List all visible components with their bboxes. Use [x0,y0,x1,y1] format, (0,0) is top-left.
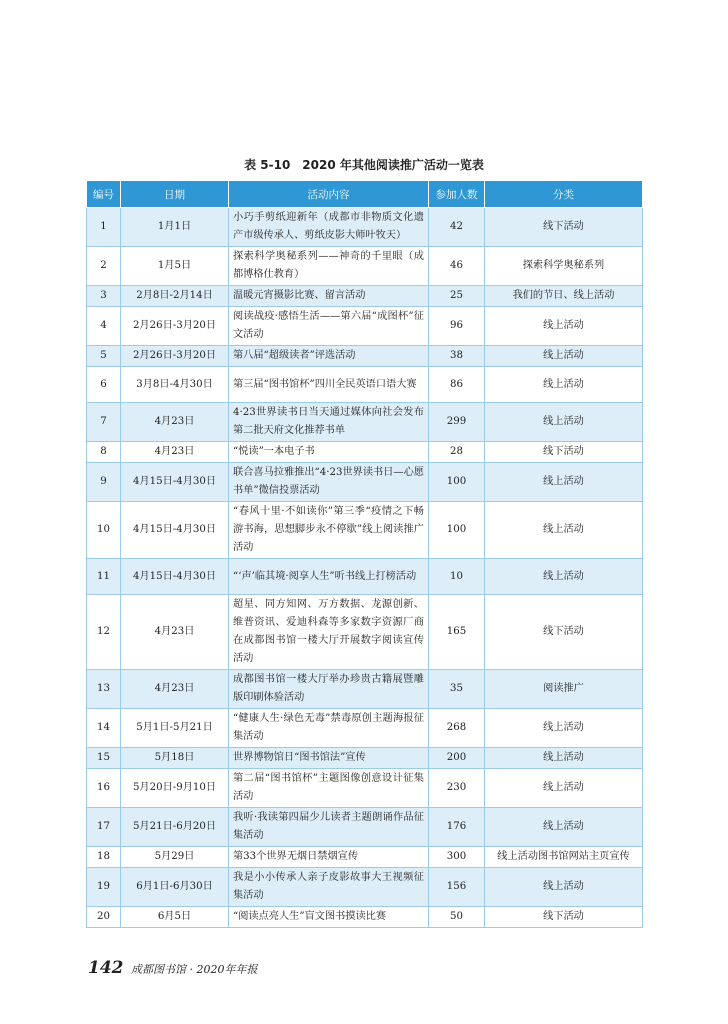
row-count: 156 [429,868,485,907]
row-category: 线下活动 [485,208,643,247]
row-number: 8 [87,442,121,463]
row-category: 线上活动 [485,748,643,769]
table-row [87,748,643,769]
row-content: 第二届“图书馆杯”主题图像创意设计征集活动 [229,769,429,808]
table-title: 表 5-10 2020 年其他阅读推广活动一览表 [244,158,484,172]
row-content: 4·23世界读书日当天通过媒体向社会发布第二批天府文化推荐书单 [229,403,429,442]
row-date: 4月15日-4月30日 [121,559,229,595]
row-number: 17 [87,808,121,847]
row-date: 3月8日-4月30日 [121,367,229,403]
row-count: 300 [429,847,485,868]
table-row [87,769,643,808]
row-number: 7 [87,403,121,442]
row-count: 42 [429,208,485,247]
row-count: 35 [429,670,485,709]
row-date: 4月15日-4月30日 [121,502,229,559]
row-count: 96 [429,307,485,346]
row-content: 我听·我读第四届少儿读者主题朗诵作品征集活动 [229,808,429,847]
row-date: 6月1日-6月30日 [121,868,229,907]
table-row [87,907,643,928]
row-number: 1 [87,208,121,247]
row-category: 线上活动 [485,559,643,595]
header-category: 分类 [485,181,643,208]
table-row [87,847,643,868]
table-row [87,808,643,847]
row-date: 2月8日-2月14日 [121,286,229,307]
table-row [87,463,643,502]
row-date: 5月18日 [121,748,229,769]
row-category: 线上活动图书馆网站主页宣传 [485,847,643,868]
row-date: 4月15日-4月30日 [121,463,229,502]
table-row [87,286,643,307]
row-count: 165 [429,595,485,670]
row-category: 线上活动 [485,367,643,403]
page-footer [88,958,257,978]
row-content: “健康人生·绿色无毒”禁毒原创主题海报征集活动 [229,709,429,748]
row-category: 线上活动 [485,403,643,442]
header-date: 日期 [121,181,229,208]
row-content: 世界博物馆日“图书馆法”宣传 [229,748,429,769]
row-category: 线下活动 [485,442,643,463]
table-row [87,403,643,442]
row-date: 5月1日-5月21日 [121,709,229,748]
row-number: 5 [87,346,121,367]
row-category: 线上活动 [485,502,643,559]
row-date: 4月23日 [121,403,229,442]
row-category: 探索科学奥秘系列 [485,247,643,286]
table-row [87,670,643,709]
table-row [87,868,643,907]
row-count: 100 [429,502,485,559]
activity-table [86,180,643,928]
row-content: 第三届“图书馆杯”四川全民英语口语大赛 [229,367,429,403]
row-number: 3 [87,286,121,307]
row-content: “‘声’临其境·阅享人生”听书线上打榜活动 [229,559,429,595]
header-count: 参加人数 [429,181,485,208]
row-content: “阅读点亮人生”盲文图书摸读比赛 [229,907,429,928]
table-row [87,559,643,595]
row-date: 4月23日 [121,670,229,709]
row-date: 5月21日-6月20日 [121,808,229,847]
row-content: 第33个世界无烟日禁烟宣传 [229,847,429,868]
row-number: 18 [87,847,121,868]
row-count: 38 [429,346,485,367]
row-date: 4月23日 [121,595,229,670]
row-content: 我是小小传承人亲子皮影故事大王视频征集活动 [229,868,429,907]
table-row [87,247,643,286]
table-row [87,208,643,247]
row-count: 100 [429,463,485,502]
row-date: 1月1日 [121,208,229,247]
row-content: 小巧手剪纸迎新年（成都市非物质文化遗产市级传承人、剪纸皮影大师叶牧天） [229,208,429,247]
table-row [87,595,643,670]
row-content: 成都图书馆一楼大厅举办珍贵古籍展暨雕版印刷体验活动 [229,670,429,709]
row-date: 2月26日-3月20日 [121,346,229,367]
row-category: 线上活动 [485,346,643,367]
row-number: 19 [87,868,121,907]
row-count: 86 [429,367,485,403]
row-number: 9 [87,463,121,502]
row-category: 线上活动 [485,868,643,907]
row-date: 5月29日 [121,847,229,868]
row-content: “悦读”一本电子书 [229,442,429,463]
row-category: 线下活动 [485,595,643,670]
row-date: 5月20日-9月10日 [121,769,229,808]
row-category: 线上活动 [485,463,643,502]
table-row [87,442,643,463]
row-count: 46 [429,247,485,286]
row-category: 线上活动 [485,307,643,346]
row-date: 4月23日 [121,442,229,463]
table-row [87,307,643,346]
row-number: 12 [87,595,121,670]
footer-text: 成都图书馆 · 2020年年报 [131,963,258,976]
row-content: 第八届“超级读者”评选活动 [229,346,429,367]
row-content: 探索科学奥秘系列——神奇的千里眼（成都博格仕教育） [229,247,429,286]
row-number: 4 [87,307,121,346]
row-number: 15 [87,748,121,769]
table-row [87,346,643,367]
row-number: 11 [87,559,121,595]
row-count: 176 [429,808,485,847]
row-content: 超星、同方知网、万方数据、龙源创新、维普资讯、爱迪科森等多家数字资源厂商在成都图书馆一楼大厅开展数字阅读宣传活动 [229,595,429,670]
row-date: 2月26日-3月20日 [121,307,229,346]
row-category: 我们的节日、线上活动 [485,286,643,307]
row-category: 线上活动 [485,808,643,847]
row-count: 28 [429,442,485,463]
row-date: 6月5日 [121,907,229,928]
row-content: 温暖元宵摄影比赛、留言活动 [229,286,429,307]
row-count: 200 [429,748,485,769]
row-count: 268 [429,709,485,748]
header-number: 编号 [87,181,121,208]
page-number: 142 [88,958,124,978]
row-count: 25 [429,286,485,307]
row-content: 联合喜马拉雅推出“4·23世界读书日—心愿书单”微信投票活动 [229,463,429,502]
row-category: 线上活动 [485,769,643,808]
row-number: 10 [87,502,121,559]
row-count: 299 [429,403,485,442]
row-number: 16 [87,769,121,808]
row-count: 10 [429,559,485,595]
row-count: 230 [429,769,485,808]
row-number: 20 [87,907,121,928]
row-count: 50 [429,907,485,928]
row-number: 6 [87,367,121,403]
row-category: 阅读推广 [485,670,643,709]
table-row [87,367,643,403]
row-category: 线下活动 [485,907,643,928]
row-date: 1月5日 [121,247,229,286]
row-category: 线上活动 [485,709,643,748]
row-number: 13 [87,670,121,709]
table-row [87,502,643,559]
row-number: 2 [87,247,121,286]
table-row [87,709,643,748]
table-header-row [87,181,643,208]
row-content: 阅读战疫·感悟生活——第六届“成图杯”征文活动 [229,307,429,346]
row-number: 14 [87,709,121,748]
header-content: 活动内容 [229,181,429,208]
row-content: “春风十里·不如读你”第三季“疫情之下畅游书海，思想脚步永不停歇”线上阅读推广活动 [229,502,429,559]
